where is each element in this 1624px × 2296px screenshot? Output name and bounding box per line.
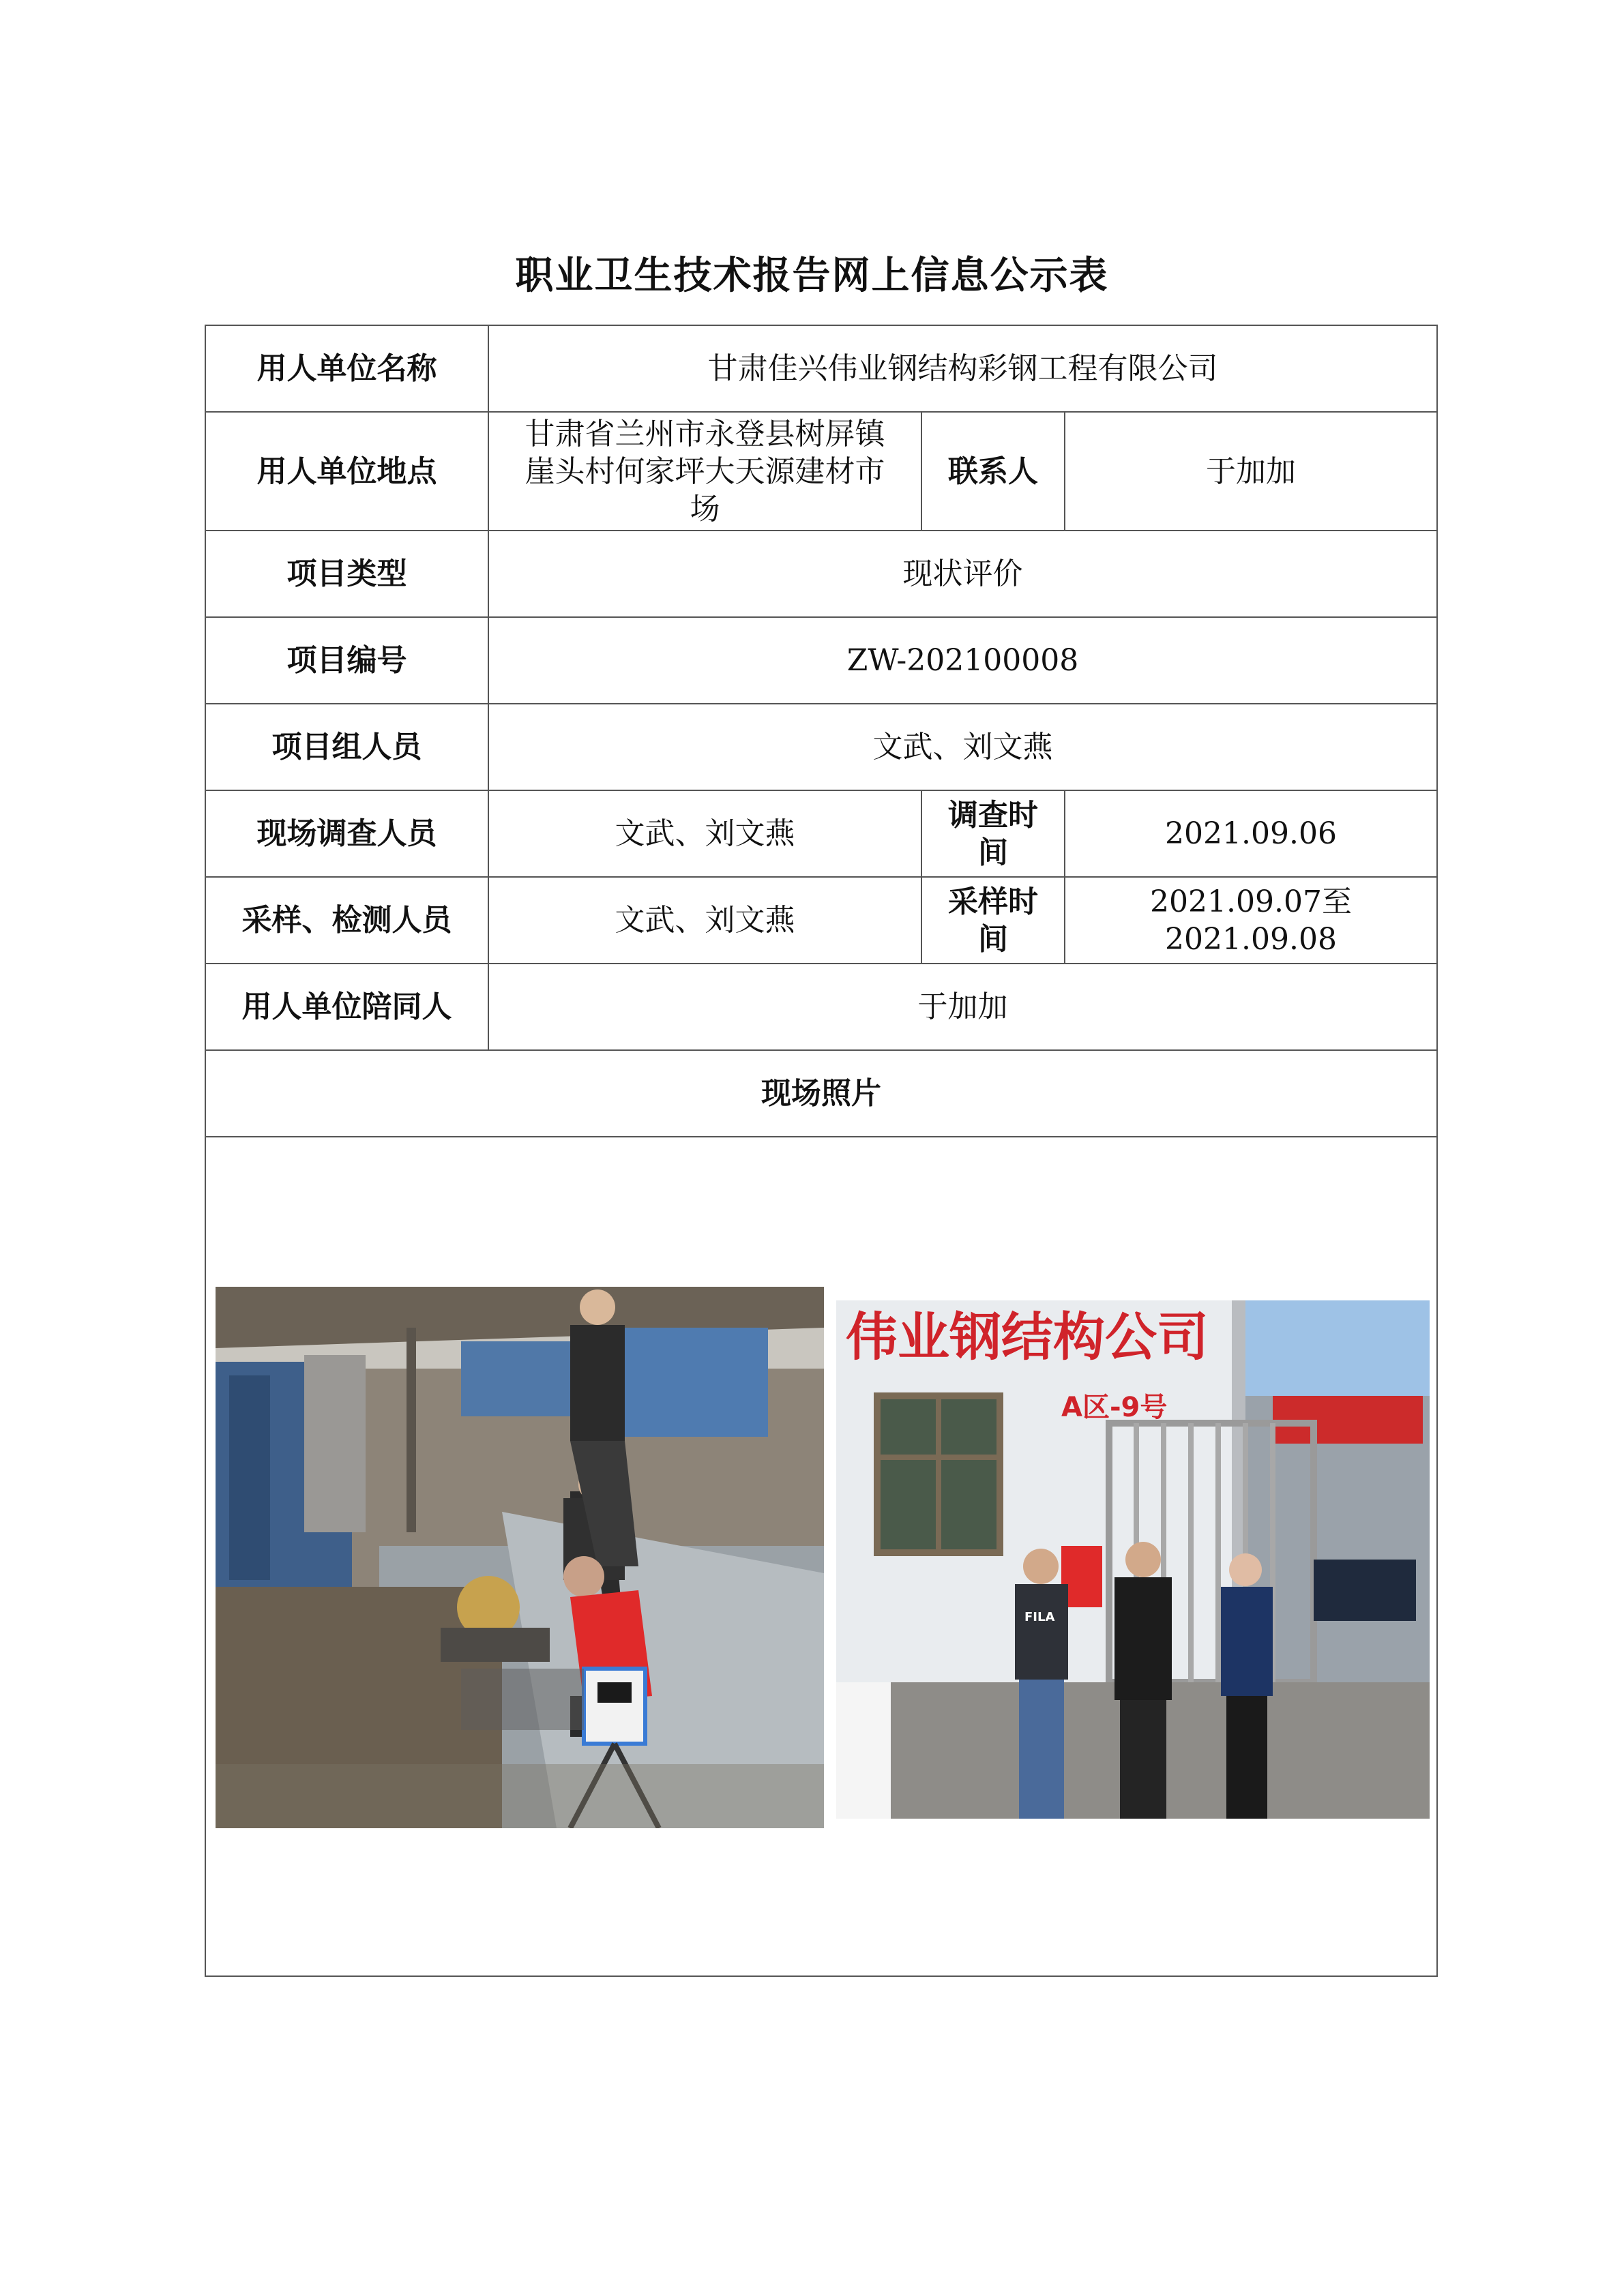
sub-sign-text: A区-9号 — [1061, 1392, 1168, 1423]
unit-location-value: 甘肃省兰州市永登县树屏镇崖头村何家坪大天源建材市场 — [488, 412, 921, 531]
sampling-time-value: 2021.09.07至2021.09.08 — [1065, 877, 1437, 964]
row-unit-location — [205, 412, 1437, 531]
escort-value: 于加加 — [488, 964, 1437, 1050]
survey-staff-value: 文武、刘文燕 — [488, 790, 921, 877]
info-table — [205, 325, 1438, 1977]
survey-staff-label: 现场调查人员 — [205, 790, 488, 877]
unit-name-label: 用人单位名称 — [205, 325, 488, 412]
sampling-staff-label: 采样、检测人员 — [205, 877, 488, 964]
row-photos-header — [205, 1050, 1437, 1137]
survey-time-value: 2021.09.06 — [1065, 790, 1437, 877]
shirt-text: FILA — [1024, 1610, 1055, 1624]
row-project-no — [205, 617, 1437, 704]
unit-name-value: 甘肃佳兴伟业钢结构彩钢工程有限公司 — [488, 325, 1437, 412]
office-photo — [836, 1300, 1430, 1819]
row-sampling — [205, 877, 1437, 964]
office-image — [836, 1300, 1430, 1819]
contact-label: 联系人 — [921, 412, 1065, 531]
page-title: 职业卫生技术报告网上信息公示表 — [515, 254, 1109, 298]
row-escort — [205, 964, 1437, 1050]
row-survey — [205, 790, 1437, 877]
unit-location-label: 用人单位地点 — [205, 412, 488, 531]
row-photos — [205, 1137, 1437, 1976]
workshop-photo — [216, 1287, 824, 1828]
survey-time-label: 调查时间 — [921, 790, 1065, 877]
project-no-value: ZW-202100008 — [488, 617, 1437, 704]
photos-cell — [205, 1137, 1437, 1976]
project-type-value: 现状评价 — [488, 531, 1437, 617]
sampling-staff-value: 文武、刘文燕 — [488, 877, 921, 964]
project-no-label: 项目编号 — [205, 617, 488, 704]
row-project-type — [205, 531, 1437, 617]
escort-label: 用人单位陪同人 — [205, 964, 488, 1050]
sign-text: 伟业钢结构公司 — [846, 1307, 1209, 1367]
row-team — [205, 704, 1437, 790]
team-label: 项目组人员 — [205, 704, 488, 790]
team-value: 文武、刘文燕 — [488, 704, 1437, 790]
photos-header: 现场照片 — [205, 1050, 1437, 1137]
row-unit-name — [205, 325, 1437, 412]
sampling-time-label: 采样时间 — [921, 877, 1065, 964]
workshop-image — [216, 1287, 824, 1828]
contact-value: 于加加 — [1065, 412, 1437, 531]
project-type-label: 项目类型 — [205, 531, 488, 617]
